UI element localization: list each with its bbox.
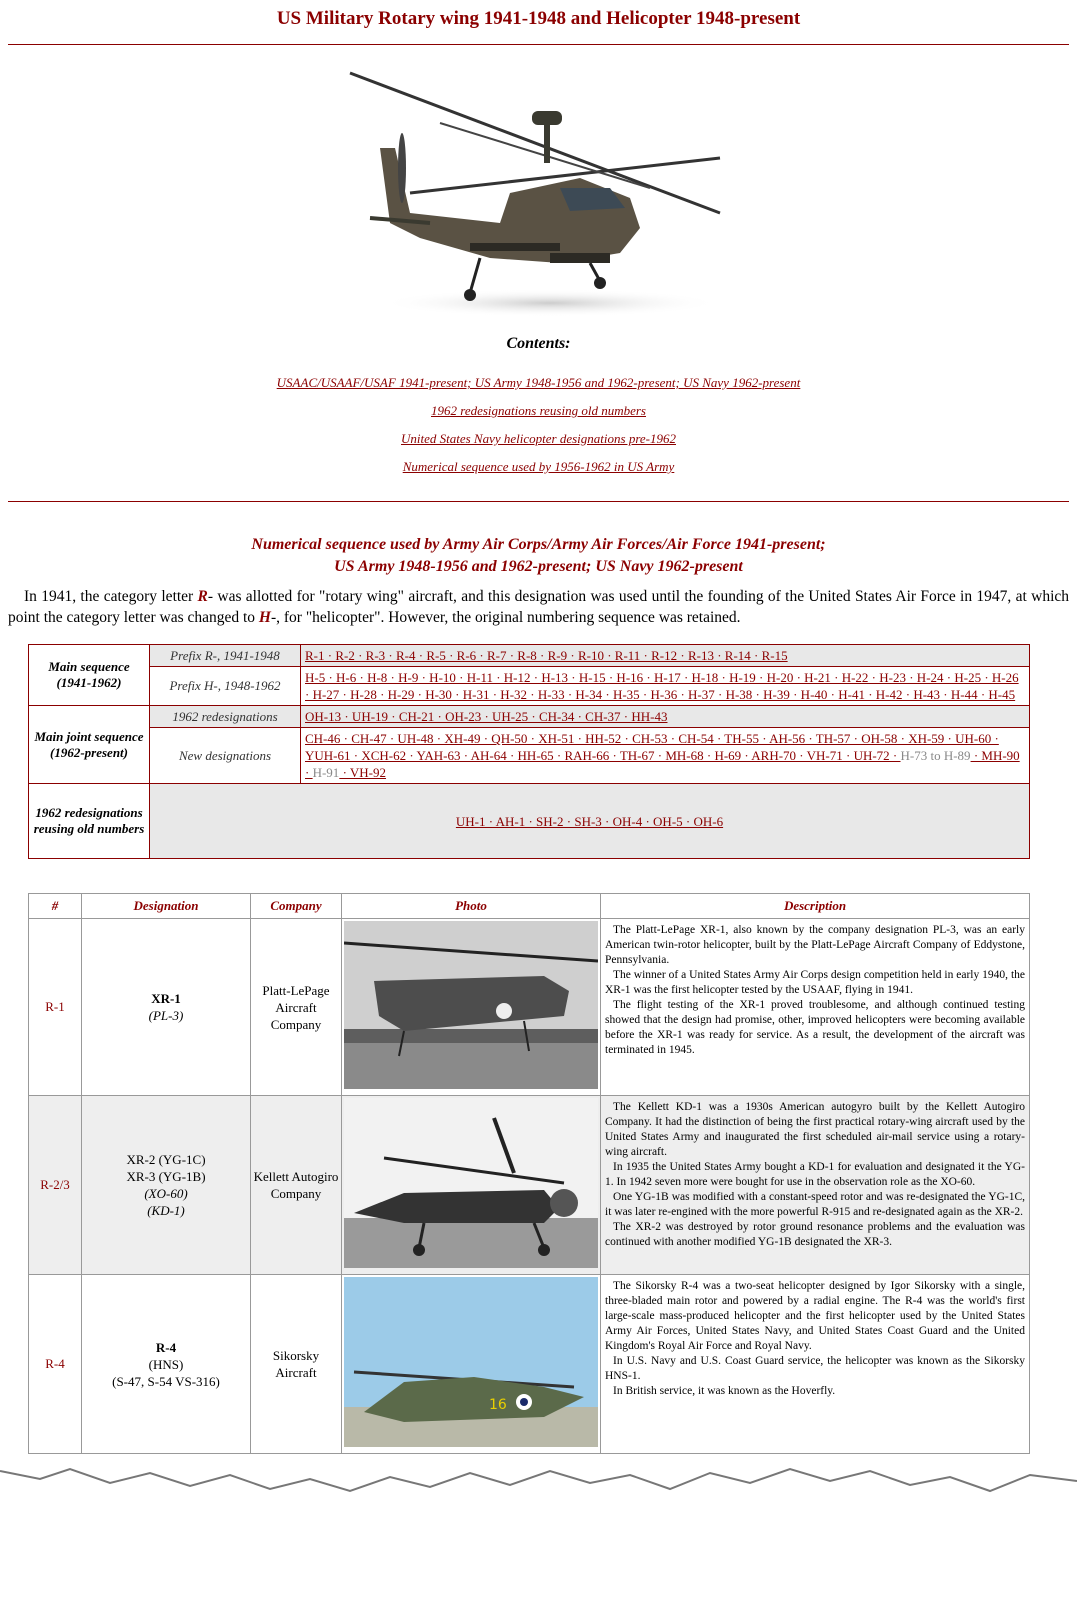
header-photo: Photo xyxy=(342,894,601,919)
description-paragraph: The XR-2 was destroyed by rotor ground resonance problems and the evaluation was continued with another modified YG-1B designated the XR-3. xyxy=(605,1221,1025,1248)
hero-image xyxy=(0,45,1077,335)
row-company: Kellett Autogiro Company xyxy=(251,1096,342,1275)
label-prefix-r: Prefix R-, 1941-1948 xyxy=(150,645,301,667)
description-paragraph: One YG-1B was modified with a constant-speed rotor and was re-designated the YG-1C, it was later re-engined with the more powerful R-915 and re-designated again as the XR-2. xyxy=(605,1191,1025,1218)
intro-text-b: - was allotted for "rotary wing" aircraft, and this designation was used until the founding of the United States Air Force in 1947, at which point the category letter was changed to xyxy=(8,588,1070,626)
description-paragraph: In British service, it was known as the Hoverfly. xyxy=(613,1385,836,1397)
header-company: Company xyxy=(251,894,342,919)
description-paragraph: In U.S. Navy and U.S. Coast Guard service, the helicopter was known as the Sikorsky HNS-1. xyxy=(605,1355,1025,1382)
row-description xyxy=(601,919,1030,1096)
header-description: Description xyxy=(601,894,1030,919)
intro-text-c: -, for "helicopter". However, the original numbering sequence was retained. xyxy=(270,609,741,626)
toc-link-navy-pre-1962[interactable]: United States Navy helicopter designations pre-1962 xyxy=(401,431,676,446)
label-new-designations: New designations xyxy=(150,728,301,784)
intro-paragraph xyxy=(8,586,1069,628)
label-1962-redesignations: 1962 redesignations xyxy=(150,706,301,728)
description-paragraph: The Platt-LePage XR-1, also known by the company designation PL-3, was an early American twin-rotor helicopter, built by the Platt-LePage Aircraft Company of Eddystone, Pennsylvania. xyxy=(605,924,1025,966)
designation-line: XR-2 (YG-1C) xyxy=(126,1152,206,1167)
link-mh-90[interactable]: · MH-90 · xyxy=(305,748,1020,780)
svg-text:16: 16 xyxy=(489,1397,507,1413)
row-designation xyxy=(82,1096,251,1275)
row-designation xyxy=(82,1275,251,1454)
description-paragraph: The flight testing of the XR-1 proved troublesome, and although continued testing showed that the design had promise, other, improved helicopters were becoming available before the XR-1 was ready for service. As a result, the development of the aircraft was terminated in 1945. xyxy=(605,999,1025,1056)
row-photo xyxy=(342,1275,601,1454)
designation-line: (S-47, S-54 VS-316) xyxy=(112,1373,220,1389)
group-reuse-numbers: 1962 redesignations reusing old numbers xyxy=(29,784,150,859)
gap-h91: H-91 xyxy=(312,765,340,780)
link-vh-92[interactable]: · VH-92 xyxy=(339,765,387,780)
table-row xyxy=(29,1096,1030,1275)
list-new-designations xyxy=(301,728,1030,784)
designation-line: XR-3 (YG-1B) xyxy=(126,1169,206,1184)
intro-text-a: In 1941, the category letter xyxy=(24,588,198,605)
sikorsky-r-4-photo xyxy=(344,1277,598,1447)
helicopter-table xyxy=(28,893,1030,1454)
row-designation xyxy=(82,919,251,1096)
designation-main: XR-1 xyxy=(151,991,181,1006)
designation-alt: (PL-3) xyxy=(148,1008,184,1023)
section-title-line2: US Army 1948-1956 and 1962-present; US Navy 1962-present xyxy=(334,558,743,575)
gap-h73-h89: H-73 to H-89 xyxy=(900,748,971,763)
table-row xyxy=(29,1275,1030,1454)
intro-letter-h: H xyxy=(258,609,271,626)
group-joint-sequence: Main joint sequence (1962-present) xyxy=(29,706,150,784)
intro-letter-r: R xyxy=(197,588,208,605)
list-1962-redesignations[interactable]: OH-13 · UH-19 · CH-21 · OH-23 · UH-25 · CH-34 · CH-37 · HH-43 xyxy=(305,709,668,724)
divider xyxy=(8,501,1069,502)
xr-1-photo xyxy=(344,921,598,1089)
description-paragraph: In 1935 the United States Army bought a KD-1 for evaluation and designated it the YG-1. In 1942 seven more were bought for use in the observation role as the XO-60. xyxy=(605,1161,1025,1188)
row-description xyxy=(601,1096,1030,1275)
row-photo xyxy=(342,919,601,1096)
row-company: Sikorsky Aircraft xyxy=(251,1275,342,1454)
header-designation: Designation xyxy=(82,894,251,919)
description-paragraph: The winner of a United States Army Air Corps design competition held in early 1940, the XR-1 was the first helicopter tested by the USAAF, flying in 1941. xyxy=(605,969,1025,996)
row-photo xyxy=(342,1096,601,1275)
designation-line: (HNS) xyxy=(148,1356,184,1372)
torn-page-edge xyxy=(0,1461,1077,1606)
row-number: R-1 xyxy=(29,919,82,1096)
designation-index-table xyxy=(28,644,1030,859)
group-main-sequence: Main sequence (1941-1962) xyxy=(29,645,150,706)
header-number: # xyxy=(29,894,82,919)
kellett-kd-1-photo xyxy=(344,1098,598,1268)
list-prefix-h[interactable]: H-5 · H-6 · H-8 · H-9 · H-10 · H-11 · H-12 · H-13 · H-15 · H-16 · H-17 · H-18 · H-19 · H-20 · H-21 · H-22 · H-23 · H-24 · H-25 · H-26 · H-27 · H-28 · H-29 · H-30 · H-31 · H-32 · H-33 · H-34 · H-35 · H-36 · H-37 · H-38 · H-39 · H-40 · H-41 · H-42 · H-43 · H-44 · H-45 xyxy=(305,670,1019,702)
section-title-line1: Numerical sequence used by Army Air Corps/Army Air Forces/Air Force 1941-present; xyxy=(251,536,826,553)
list-prefix-r[interactable]: R-1 · R-2 · R-3 · R-4 · R-5 · R-6 · R-7 · R-8 · R-9 · R-10 · R-11 · R-12 · R-13 · R-14 · R-15 xyxy=(305,648,788,663)
list-new-designations-a[interactable]: CH-46 · CH-47 · UH-48 · XH-49 · QH-50 · XH-51 · HH-52 · CH-53 · CH-54 · TH-55 · AH-56 · TH-57 · OH-58 · XH-59 · UH-60 · YUH-61 · XCH-62 · YAH-63 · AH-64 · HH-65 · RAH-66 · TH-67 · MH-68 · H-69 · ARH-70 · VH-71 · UH-72 · xyxy=(305,731,999,763)
row-company: Platt-LePage Aircraft Company xyxy=(251,919,342,1096)
toc-link-1962-redesignations[interactable]: 1962 redesignations reusing old numbers xyxy=(431,403,646,418)
toc-link-usaf[interactable]: USAAC/USAAF/USAF 1941-present; US Army 1948-1956 and 1962-present; US Navy 1962-present xyxy=(276,375,801,390)
label-prefix-h: Prefix H-, 1948-1962 xyxy=(150,667,301,706)
row-number: R-4 xyxy=(29,1275,82,1454)
list-reuse-numbers[interactable]: UH-1 · AH-1 · SH-2 · SH-3 · OH-4 · OH-5 · OH-6 xyxy=(455,813,724,829)
row-description xyxy=(601,1275,1030,1454)
table-row xyxy=(29,919,1030,1096)
description-paragraph: The Kellett KD-1 was a 1930s American autogyro built by the Kellett Autogiro Company. It had the distinction of being the first practical rotary-wing aircraft used by the United States Army and inaugurated the first scheduled air-mail service using a rotary-wing aircraft. xyxy=(605,1101,1025,1158)
section-title xyxy=(0,534,1077,578)
toc-link-army-1956-1962[interactable]: Numerical sequence used by 1956-1962 in US Army xyxy=(402,459,675,474)
table-of-contents xyxy=(0,369,1077,481)
contents-heading: Contents: xyxy=(506,335,571,352)
designation-main: R-4 xyxy=(155,1339,177,1355)
description-paragraph: The Sikorsky R-4 was a two-seat helicopter designed by Igor Sikorsky with a single, three-bladed main rotor and powered by a radial engine. The R-4 was the world's first large-scale mass-produced helicopter and the first helicopter used by the United States Army Air Forces, United States Navy, and United States Coast Guard and the United Kingdom's Royal Air Force and Royal Navy. xyxy=(605,1280,1025,1352)
page-title: US Military Rotary wing 1941-1948 and Helicopter 1948-present xyxy=(276,8,801,29)
row-number: R-2/3 xyxy=(29,1096,82,1275)
designation-line: (KD-1) xyxy=(147,1203,185,1218)
designation-line: (XO-60) xyxy=(144,1186,188,1201)
apache-helicopter-image xyxy=(320,63,740,323)
